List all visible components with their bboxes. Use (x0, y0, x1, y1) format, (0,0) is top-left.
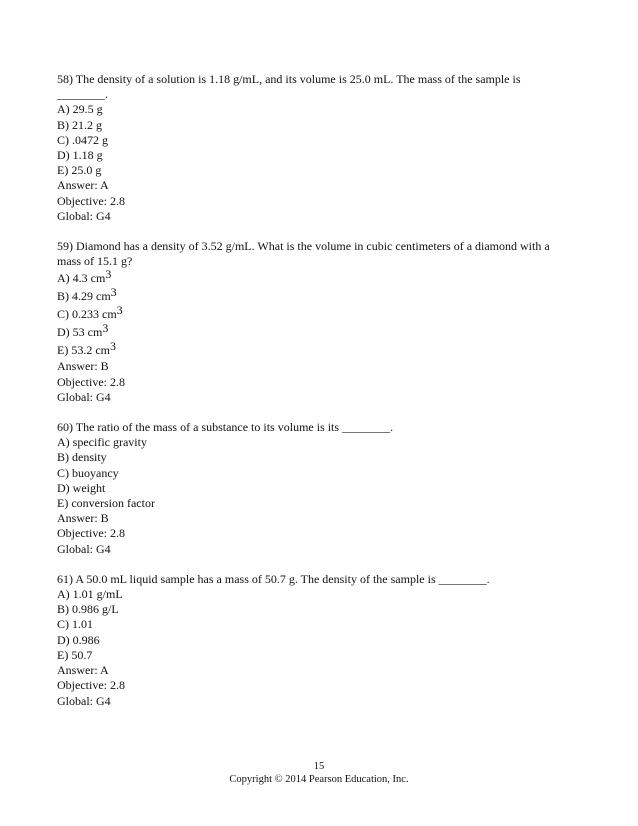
answer-choice (57, 341, 583, 359)
answer-choice (57, 163, 583, 178)
choice-text: B) 21.2 g (57, 117, 102, 132)
answer-choice (57, 323, 583, 341)
page-number: 15 (313, 761, 325, 772)
objective-label: Objective: 2.8 (57, 526, 125, 541)
answer-choice (57, 496, 583, 511)
objective-label: Objective: 2.8 (57, 193, 125, 208)
answer-choice (57, 587, 583, 602)
superscript-exponent: 3 (116, 303, 123, 318)
answer-choice (57, 602, 583, 617)
answer-choice (57, 633, 583, 648)
choice-text: C) .0472 g (57, 132, 108, 147)
answer-choice (57, 287, 583, 305)
answer-choice (57, 269, 583, 287)
question-prompt-line: 59) Diamond has a density of 3.52 g/mL. What is the volume in cubic centimeters of a diamond with a (57, 239, 550, 254)
copyright-notice: Copyright © 2014 Pearson Education, Inc. (229, 774, 409, 785)
global-label: Global: G4 (57, 389, 111, 404)
answer-choice (57, 648, 583, 663)
choice-text: B) density (57, 450, 107, 465)
choice-text: A) 1.01 g/mL (57, 587, 123, 602)
superscript-exponent: 3 (102, 321, 109, 336)
superscript-exponent: 3 (105, 267, 112, 282)
answer-choice (57, 118, 583, 133)
choice-text: D) 1.18 g (57, 148, 103, 163)
answer-key: Answer: B (57, 359, 109, 374)
choice-text: C) buoyancy (57, 465, 119, 480)
page-footer (0, 760, 638, 786)
question-60 (57, 420, 583, 557)
question-59 (57, 239, 583, 405)
choice-text: D) 53 cm (57, 325, 103, 340)
answer-choice (57, 133, 583, 148)
question-61 (57, 572, 583, 709)
document-page (57, 72, 583, 724)
answer-choice (57, 435, 583, 450)
objective-label: Objective: 2.8 (57, 678, 125, 693)
global-label: Global: G4 (57, 208, 111, 223)
choice-text: B) 0.986 g/L (57, 602, 119, 617)
global-label: Global: G4 (57, 693, 111, 708)
choice-text: D) 0.986 (57, 632, 100, 647)
answer-choice (57, 305, 583, 323)
choice-text: A) 4.3 cm (57, 271, 106, 286)
choice-text: A) 29.5 g (57, 102, 103, 117)
answer-choice (57, 148, 583, 163)
answer-key: Answer: B (57, 511, 109, 526)
question-prompt-line: 61) A 50.0 mL liquid sample has a mass of 50.7 g. The density of the sample is ________. (57, 571, 490, 586)
choice-text: B) 4.29 cm (57, 289, 111, 304)
choice-text: E) conversion factor (57, 496, 155, 511)
choice-text: A) specific gravity (57, 435, 147, 450)
choice-text: C) 0.233 cm (57, 307, 117, 322)
answer-choice (57, 481, 583, 496)
question-prompt-line: ________. (57, 87, 108, 102)
superscript-exponent: 3 (110, 285, 117, 300)
objective-label: Objective: 2.8 (57, 374, 125, 389)
answer-choice (57, 466, 583, 481)
question-prompt-line: 58) The density of a solution is 1.18 g/mL, and its volume is 25.0 mL. The mass of the sample is (57, 72, 521, 86)
question-prompt-line: mass of 15.1 g? (57, 254, 133, 269)
global-label: Global: G4 (57, 541, 111, 556)
answer-choice (57, 102, 583, 117)
choice-text: D) weight (57, 480, 106, 495)
choice-text: E) 53.2 cm (57, 343, 110, 358)
choice-text: E) 25.0 g (57, 163, 102, 178)
choice-text: E) 50.7 (57, 647, 93, 662)
question-58 (57, 72, 583, 224)
answer-choice (57, 617, 583, 632)
answer-key: Answer: A (57, 178, 109, 193)
answer-choice (57, 450, 583, 465)
choice-text: C) 1.01 (57, 617, 93, 632)
answer-key: Answer: A (57, 663, 109, 678)
superscript-exponent: 3 (110, 339, 116, 354)
question-prompt-line: 60) The ratio of the mass of a substance to its volume is its ________. (57, 420, 394, 435)
